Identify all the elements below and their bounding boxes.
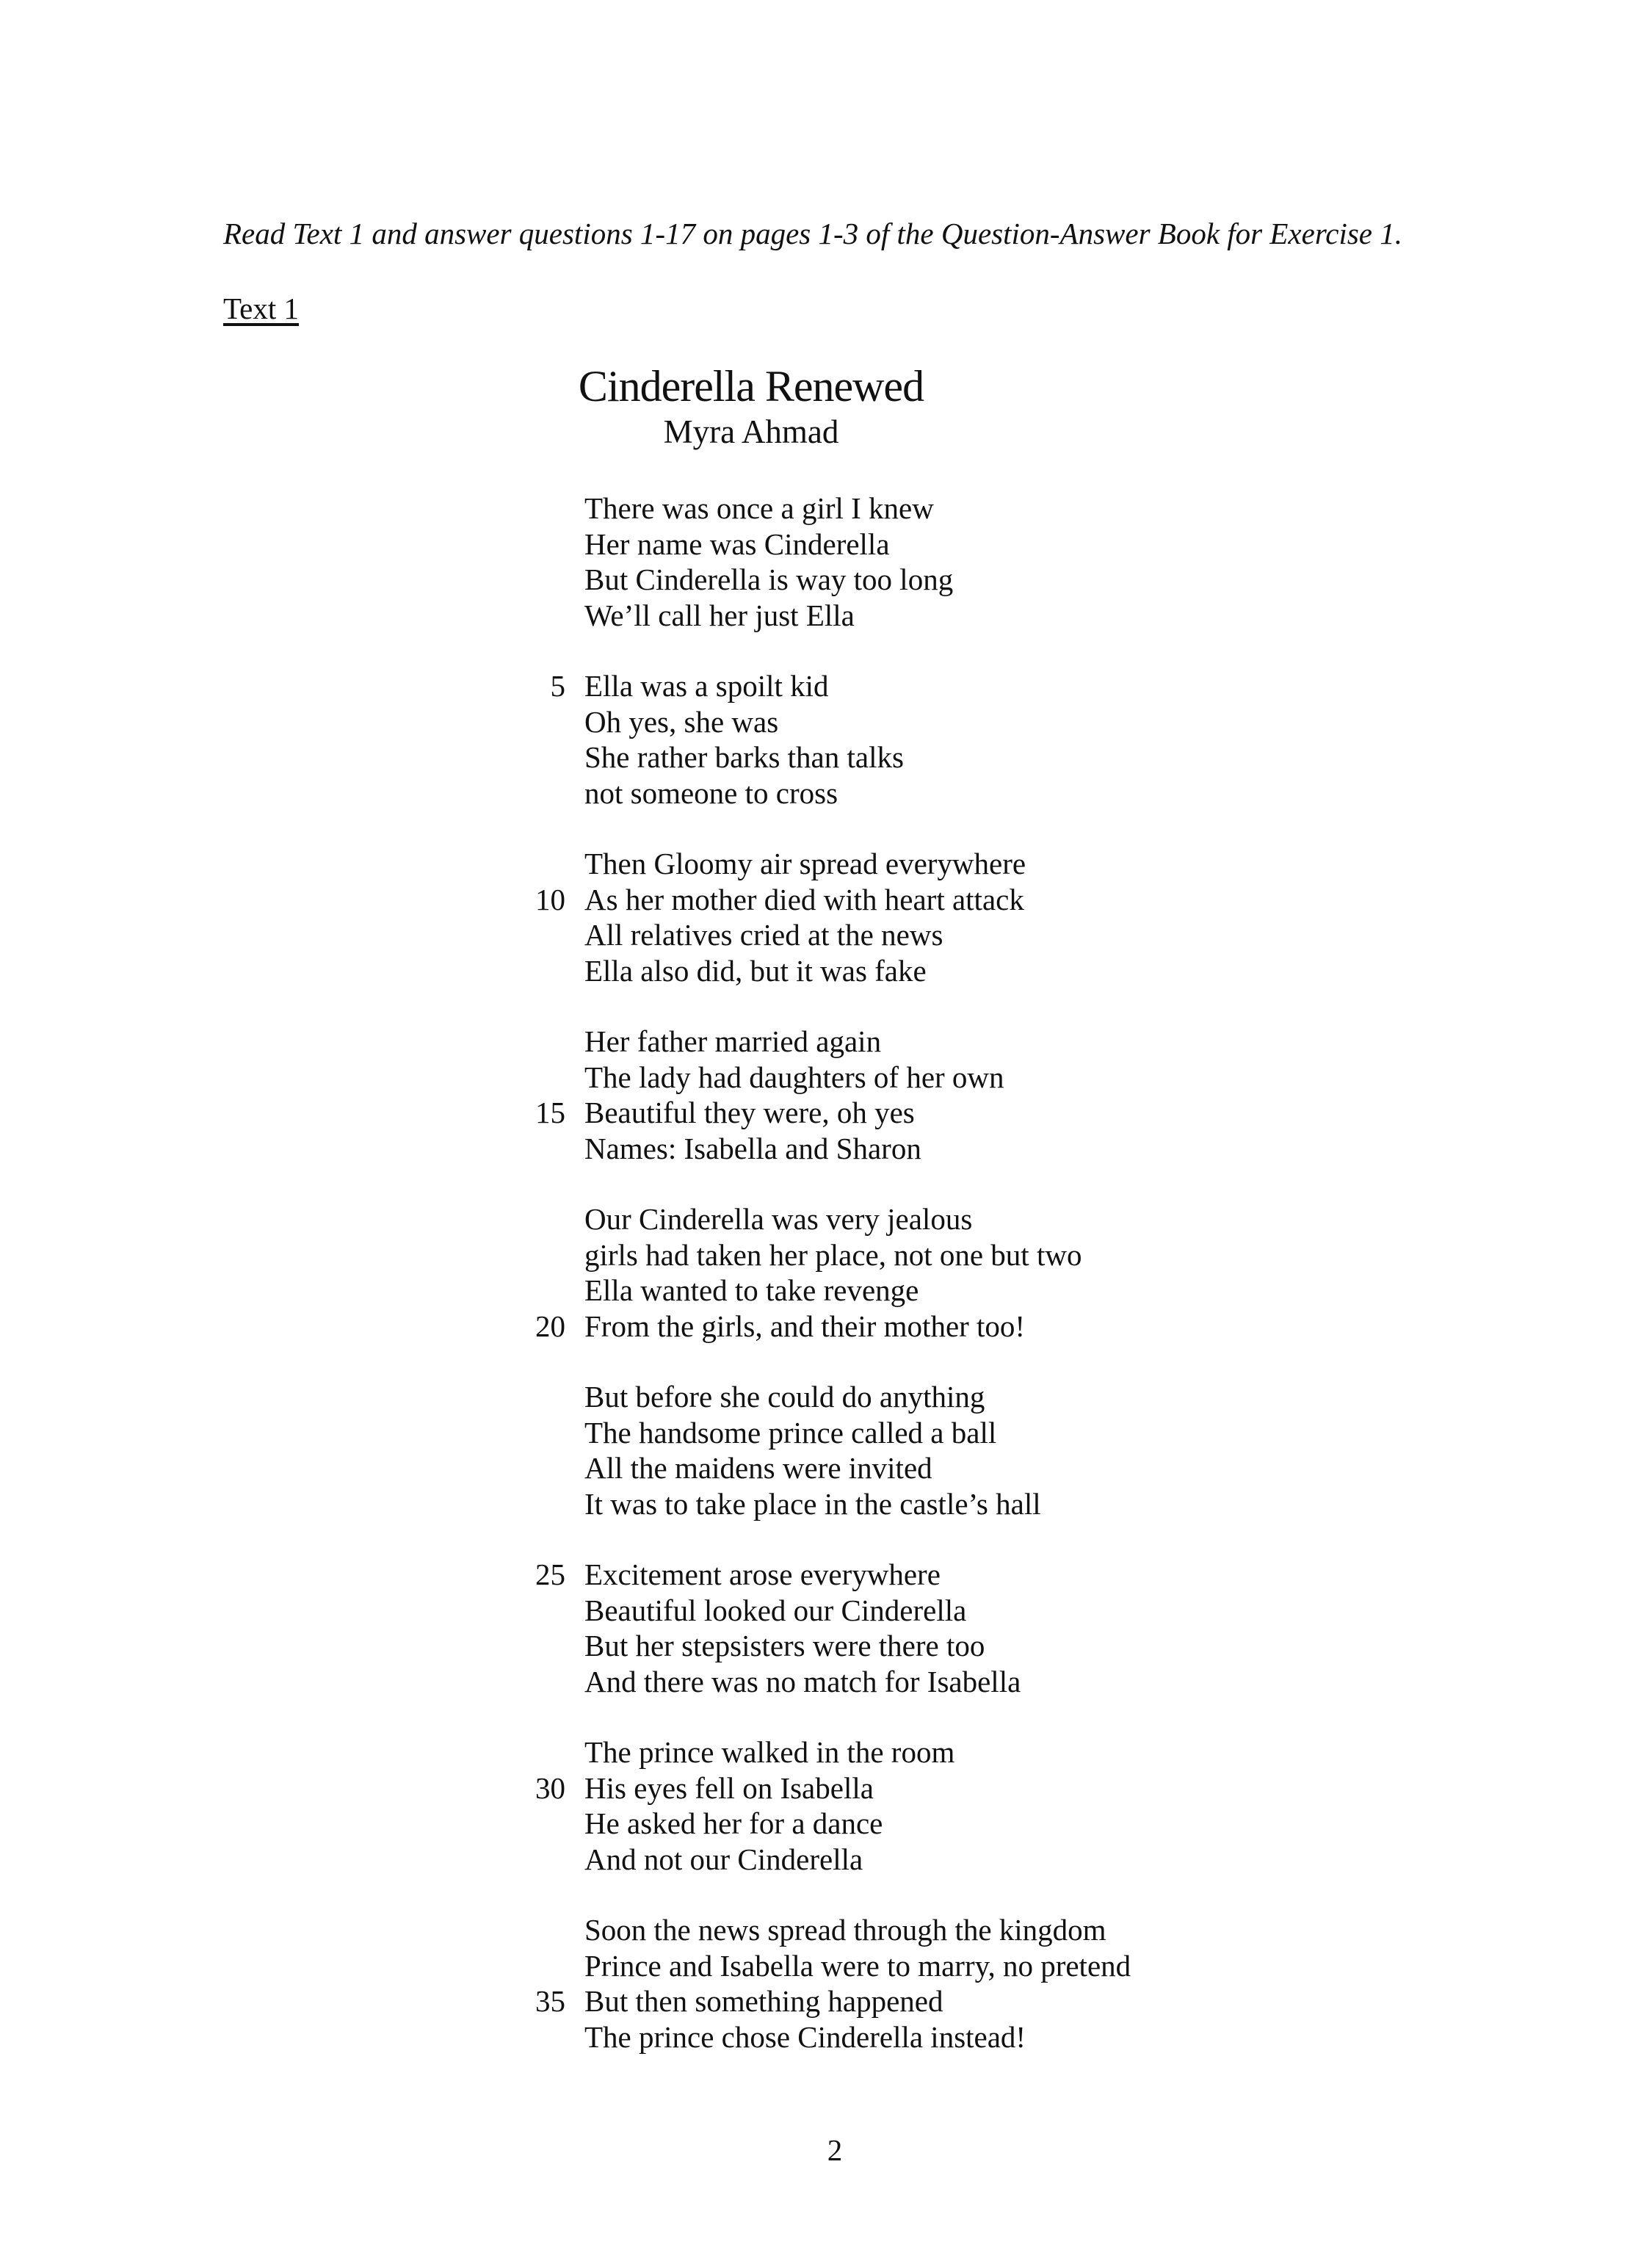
poem-line xyxy=(0,1237,1652,1273)
line-text: From the girls, and their mother too! xyxy=(584,1309,1026,1343)
poem-line xyxy=(0,2019,1652,2055)
line-number: 25 xyxy=(535,1557,565,1591)
line-text: But then something happened xyxy=(584,1984,943,2018)
line-text: Prince and Isabella were to marry, no pretend xyxy=(584,1948,1131,1983)
poem-line xyxy=(0,1948,1652,1984)
poem-line xyxy=(0,1309,1652,1345)
poem-line xyxy=(0,1770,1652,1806)
poem-line xyxy=(0,1024,1652,1060)
stanza xyxy=(0,1201,1652,1344)
line-text: But Cinderella is way too long xyxy=(584,562,954,596)
line-text: Her father married again xyxy=(584,1024,882,1058)
stanza xyxy=(0,1734,1652,1877)
poem-line xyxy=(0,1912,1652,1948)
line-number: 5 xyxy=(550,669,565,703)
line-text: It was to take place in the castle’s hall xyxy=(584,1486,1041,1521)
line-text: But her stepsisters were there too xyxy=(584,1629,985,1662)
poem-line xyxy=(0,526,1652,562)
poem-line xyxy=(0,668,1652,704)
stanza xyxy=(0,1557,1652,1699)
exercise-instruction: Read Text 1 and answer questions 1-17 on pages 1-3 of the Question-Answer Book for Exercise 1. xyxy=(223,217,1403,250)
line-text: But before she could do anything xyxy=(584,1380,985,1414)
poem-author-text: Myra Ahmad xyxy=(663,413,839,450)
line-text: The handsome prince called a ball xyxy=(584,1415,997,1450)
line-number: 15 xyxy=(535,1096,565,1129)
poem-line xyxy=(0,1415,1652,1451)
poem-author xyxy=(0,413,1652,450)
poem-line xyxy=(0,1379,1652,1415)
line-text: The lady had daughters of her own xyxy=(584,1060,1004,1094)
line-text: not someone to cross xyxy=(584,775,838,810)
line-text: The prince chose Cinderella instead! xyxy=(584,2019,1026,2054)
line-text: And there was no match for Isabella xyxy=(584,1664,1021,1698)
poem-line xyxy=(0,953,1652,989)
poem-line xyxy=(0,562,1652,598)
line-number: 10 xyxy=(535,882,565,916)
line-text: The prince walked in the room xyxy=(584,1735,955,1769)
stanza xyxy=(0,846,1652,988)
line-number: 30 xyxy=(535,1770,565,1805)
poem-line xyxy=(0,1557,1652,1593)
poem-line xyxy=(0,1628,1652,1664)
stanza xyxy=(0,491,1652,633)
poem-line xyxy=(0,1450,1652,1486)
poem-line xyxy=(0,1664,1652,1700)
line-text: Then Gloomy air spread everywhere xyxy=(584,847,1026,880)
line-text: His eyes fell on Isabella xyxy=(584,1770,874,1805)
poem-line xyxy=(0,1060,1652,1096)
line-text: Beautiful they were, oh yes xyxy=(584,1096,915,1129)
poem-line xyxy=(0,775,1652,811)
poem-line xyxy=(0,598,1652,634)
line-text: Ella also did, but it was fake xyxy=(584,953,927,988)
poem-line xyxy=(0,846,1652,882)
poem-line xyxy=(0,882,1652,918)
poem-line xyxy=(0,739,1652,775)
poem-line xyxy=(0,1842,1652,1878)
poem-line xyxy=(0,1131,1652,1167)
text-label: Text 1 xyxy=(223,292,300,325)
poem-line xyxy=(0,704,1652,740)
poem-line xyxy=(0,1983,1652,2019)
poem-line xyxy=(0,1095,1652,1131)
line-text: There was once a girl I knew xyxy=(584,491,934,525)
line-text: Names: Isabella and Sharon xyxy=(584,1131,921,1165)
line-text: Excitement arose everywhere xyxy=(584,1557,941,1591)
line-text: Our Cinderella was very jealous xyxy=(584,1202,973,1236)
line-text: girls had taken her place, not one but two xyxy=(584,1237,1082,1272)
line-number: 20 xyxy=(535,1309,565,1343)
line-text: All the maidens were invited xyxy=(584,1451,932,1485)
poem-title xyxy=(0,364,1652,408)
stanza xyxy=(0,1024,1652,1166)
line-text: Ella was a spoilt kid xyxy=(584,669,829,703)
stanza xyxy=(0,1912,1652,2055)
line-text: Soon the news spread through the kingdom xyxy=(584,1913,1106,1947)
line-text: She rather barks than talks xyxy=(584,740,904,774)
line-number: 35 xyxy=(535,1984,565,2018)
poem-line xyxy=(0,491,1652,526)
line-text: Her name was Cinderella xyxy=(584,526,890,561)
stanza xyxy=(0,668,1652,811)
poem-line xyxy=(0,917,1652,953)
line-text: Beautiful looked our Cinderella xyxy=(584,1593,967,1627)
line-text: All relatives cried at the news xyxy=(584,918,943,952)
poem-line xyxy=(0,1593,1652,1629)
stanza xyxy=(0,1379,1652,1521)
line-text: Oh yes, she was xyxy=(584,704,779,739)
poem-line xyxy=(0,1273,1652,1309)
poem-line xyxy=(0,1486,1652,1522)
line-text: He asked her for a dance xyxy=(584,1806,883,1840)
line-text: We’ll call her just Ella xyxy=(584,598,855,632)
line-text: And not our Cinderella xyxy=(584,1842,863,1876)
poem-title-text: Cinderella Renewed xyxy=(578,362,924,410)
page-number xyxy=(0,2135,1652,2165)
poem-line xyxy=(0,1734,1652,1770)
line-text: Ella wanted to take revenge xyxy=(584,1273,919,1307)
page-number-text: 2 xyxy=(827,2133,843,2167)
poem-body xyxy=(0,491,1652,2090)
poem-line xyxy=(0,1806,1652,1842)
line-text: As her mother died with heart attack xyxy=(584,882,1024,916)
poem-line xyxy=(0,1201,1652,1237)
